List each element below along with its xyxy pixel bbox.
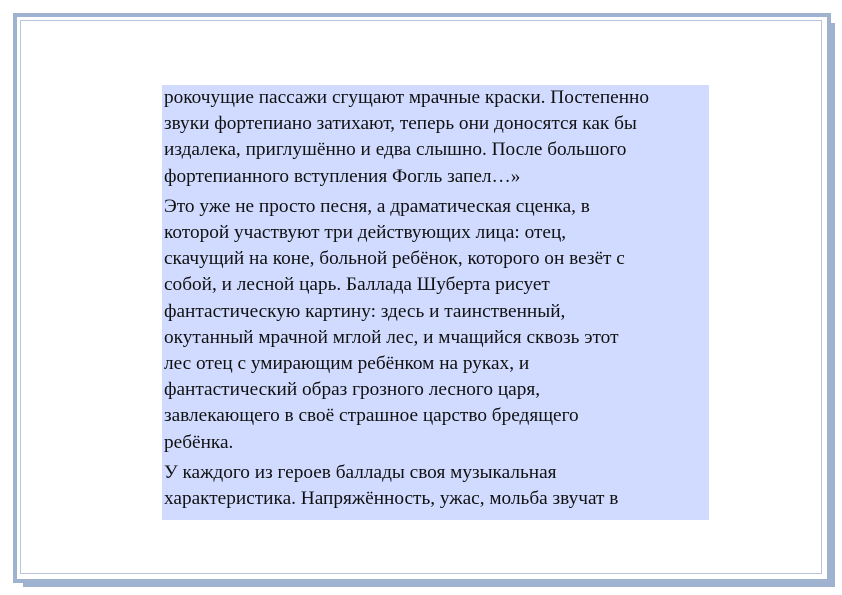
paragraph-2: Это уже не просто песня, а драматическая сценка, в которой участвуют три действующих лица: отец, скачущий на коне, больной ребёнок, которого он везёт с собой, и лесной царь. Баллада Шуберта рисует фантастическую картину: здесь и таинственный, окутанный мрачной мглой лес, и мчащийся сквозь этот лес отец с умирающим ребёнком на руках, и фантастический образ грозного лесного царя, завлекающего в своё страшное царство бредящего ребёнка. (164, 195, 625, 453)
paragraph-1: рокочущие пассажи сгущают мрачные краски. Постепенно звуки фортепиано затихают, теперь они доносятся как бы издалека, приглушённо и едва слышно. После большого фортепианного вступления Фогль запел…» (164, 87, 650, 187)
text-block (162, 85, 709, 520)
paragraph-3: У каждого из героев баллады своя музыкальная характеристика. Напряжённость, ужас, мольба звучат в (164, 461, 619, 510)
